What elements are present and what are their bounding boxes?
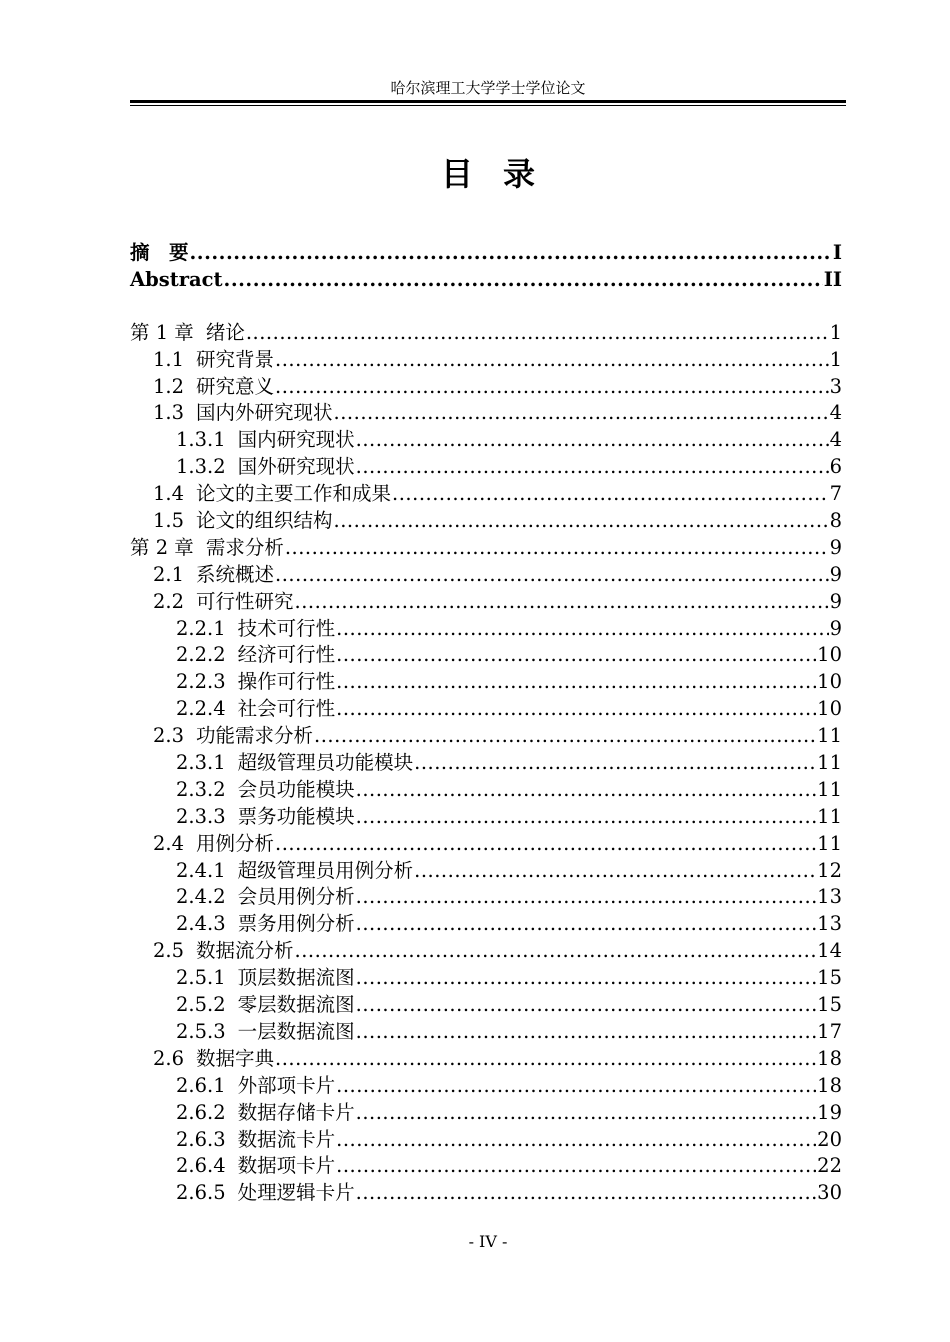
toc-entry[interactable] — [130, 858, 842, 885]
toc-entry-number: 2.6.5 — [176, 1181, 226, 1205]
toc-entry-number: 第 2 章 — [130, 535, 194, 559]
toc-entry[interactable] — [130, 669, 842, 696]
toc-dot-leader — [275, 347, 829, 374]
toc-entry-label: 研究意义 — [196, 374, 275, 398]
toc-entry-label: 顶层数据流图 — [237, 966, 355, 990]
toc-entry-page: I — [832, 241, 842, 264]
running-header: 哈尔滨理工大学学士学位论文 — [390, 79, 586, 97]
toc-entry[interactable] — [130, 884, 842, 911]
toc-entry[interactable] — [130, 696, 842, 723]
toc-entry-number: 第 1 章 — [130, 320, 194, 344]
toc-dot-leader — [334, 400, 829, 427]
toc-entry-label: 研究背景 — [196, 347, 275, 371]
toc-entry-page: 7 — [829, 482, 842, 506]
toc-dot-leader — [336, 1127, 816, 1154]
toc-entry-number: 2.6 — [153, 1046, 185, 1070]
toc-entry-page: 1 — [829, 347, 842, 371]
toc-entry-page: 18 — [817, 1046, 842, 1070]
toc-dot-leader — [314, 723, 816, 750]
toc-dot-leader — [336, 642, 816, 669]
toc-entry-number: 1.3 — [153, 401, 185, 425]
toc-entry[interactable] — [130, 481, 842, 508]
toc-entry[interactable] — [130, 1073, 842, 1100]
toc-entry-label: 超级管理员用例分析 — [237, 858, 414, 882]
toc-entry-label: 国内研究现状 — [237, 428, 355, 452]
toc-entry-label: 超级管理员功能模块 — [237, 751, 414, 775]
toc-entry-label: 处理逻辑卡片 — [237, 1181, 355, 1205]
toc-dot-leader — [356, 884, 817, 911]
toc-dot-leader — [336, 696, 816, 723]
toc-entry-page: 10 — [817, 643, 842, 667]
toc-entry-label: 会员用例分析 — [237, 885, 355, 909]
toc-entry-label: 摘 要 — [130, 241, 189, 264]
toc-entry-number: 2.3 — [153, 724, 185, 748]
toc-entry[interactable] — [130, 616, 842, 643]
toc-entry-number: 2.4.1 — [176, 858, 226, 882]
toc-entry-number: 2.2.3 — [176, 670, 226, 694]
toc-entry-label: 国内外研究现状 — [196, 401, 333, 425]
toc-entry-page: 4 — [829, 428, 842, 452]
toc-entry-label: 用例分析 — [196, 831, 275, 855]
toc-entry-page: 1 — [829, 320, 842, 344]
toc-entry-label: 系统概述 — [196, 562, 275, 586]
toc-entry-page: 13 — [817, 912, 842, 936]
toc-dot-leader — [334, 508, 829, 535]
toc-entry-page: 18 — [817, 1073, 842, 1097]
toc-entry-number: 2.3.2 — [176, 777, 226, 801]
toc-entry-label: 国外研究现状 — [237, 455, 355, 479]
toc-entry[interactable] — [130, 1100, 842, 1127]
toc-entry-page: 15 — [817, 993, 842, 1017]
toc-entry-number: 2.1 — [153, 562, 185, 586]
toc-entry-page: 14 — [817, 939, 842, 963]
header-rule-thin — [130, 105, 846, 106]
toc-entry-label: 数据流分析 — [196, 939, 294, 963]
toc-dot-leader — [414, 858, 816, 885]
toc-entry-page: 10 — [817, 697, 842, 721]
toc-entry[interactable] — [130, 992, 842, 1019]
toc-dot-leader — [224, 267, 823, 294]
toc-entry[interactable] — [130, 1019, 842, 1046]
toc-entry-number: 1.1 — [153, 347, 185, 371]
toc-entry-number: 2.5.1 — [176, 966, 226, 990]
toc-dot-leader — [275, 562, 829, 589]
toc-entry-number: 1.5 — [153, 509, 185, 533]
toc-entry-label: 论文的组织结构 — [196, 509, 333, 533]
toc-entry-label: 会员功能模块 — [237, 777, 355, 801]
toc-entry[interactable] — [130, 723, 842, 750]
toc-entry-page: 3 — [829, 374, 842, 398]
toc-entry[interactable] — [130, 804, 842, 831]
toc-dot-leader — [414, 750, 816, 777]
toc-entry[interactable] — [130, 750, 842, 777]
toc-entry-number: 2.3.3 — [176, 804, 226, 828]
header-rule-thick — [130, 100, 846, 103]
toc-entry-page: 20 — [817, 1127, 842, 1151]
toc-entry-label: 经济可行性 — [237, 643, 336, 667]
toc-entry-page: 9 — [829, 562, 842, 586]
toc-entry-page: 6 — [829, 455, 842, 479]
toc-entry[interactable] — [130, 427, 842, 454]
toc-dot-leader — [356, 427, 829, 454]
toc-dot-leader — [336, 1073, 816, 1100]
page-title: 目录 — [440, 155, 565, 193]
toc-dot-leader — [336, 1153, 816, 1180]
toc-dot-leader — [285, 535, 829, 562]
toc-dot-leader — [356, 1100, 817, 1127]
toc-entry-page: 11 — [817, 804, 842, 828]
toc-entry-page: 9 — [829, 589, 842, 613]
toc-entry-page: 15 — [817, 966, 842, 990]
toc-entry-label: 操作可行性 — [237, 670, 336, 694]
toc-entry-number: 2.2 — [153, 589, 185, 613]
toc-entry-page: 11 — [817, 724, 842, 748]
toc-entry-number: 2.4.3 — [176, 912, 226, 936]
toc-entry[interactable] — [130, 589, 842, 616]
toc-entry-label: Abstract — [130, 267, 223, 291]
toc-entry-number: 2.6.4 — [176, 1154, 226, 1178]
toc-entry[interactable] — [130, 508, 842, 535]
toc-entry-number: 2.2.4 — [176, 697, 226, 721]
toc-entry-number: 2.5 — [153, 939, 185, 963]
toc-entry-label: 外部项卡片 — [237, 1073, 336, 1097]
toc-entry-label: 数据流卡片 — [237, 1127, 336, 1151]
toc-dot-leader — [275, 831, 816, 858]
toc-entry-page: 13 — [817, 885, 842, 909]
toc-entry[interactable] — [130, 562, 842, 589]
toc-entry[interactable] — [130, 911, 842, 938]
toc-entry[interactable] — [130, 320, 842, 347]
toc-entry-label: 数据项卡片 — [237, 1154, 336, 1178]
toc-entry-number: 2.4 — [153, 831, 185, 855]
toc-entry[interactable] — [130, 938, 842, 965]
toc-entry-number: 1.4 — [153, 482, 185, 506]
toc-dot-leader — [336, 669, 816, 696]
toc-entry-number: 1.2 — [153, 374, 185, 398]
toc-entry-page: 19 — [817, 1100, 842, 1124]
toc-entry-page: II — [823, 267, 842, 291]
toc-entry[interactable] — [130, 831, 842, 858]
toc-entry[interactable] — [130, 535, 842, 562]
toc-dot-leader — [356, 965, 817, 992]
toc-entry[interactable] — [130, 777, 842, 804]
toc-entry-number: 2.6.2 — [176, 1100, 226, 1124]
toc-entry-number: 2.6.1 — [176, 1073, 226, 1097]
toc-entry-page: 11 — [817, 831, 842, 855]
toc-entry-page: 4 — [829, 401, 842, 425]
toc-entry-label: 一层数据流图 — [237, 1019, 355, 1043]
toc-entry-page: 9 — [829, 535, 842, 559]
toc-entry[interactable] — [130, 1180, 842, 1207]
toc-entry[interactable] — [130, 1127, 842, 1154]
toc-dot-leader — [295, 938, 817, 965]
toc-dot-leader — [295, 589, 829, 616]
toc-entry-number: 2.2.1 — [176, 616, 226, 640]
toc-entry-page: 17 — [817, 1019, 842, 1043]
toc-entry-label: 票务用例分析 — [237, 912, 355, 936]
toc-entry[interactable] — [130, 374, 842, 401]
toc-entry-label: 数据字典 — [196, 1046, 275, 1070]
toc-entry[interactable] — [130, 965, 842, 992]
toc-entry-label: 票务功能模块 — [237, 804, 355, 828]
toc-entry-label: 数据存储卡片 — [237, 1100, 355, 1124]
toc-entry-label: 需求分析 — [205, 535, 284, 559]
toc-entry-label: 可行性研究 — [196, 589, 294, 613]
toc-dot-leader — [275, 374, 829, 401]
toc-dot-leader — [190, 240, 832, 267]
toc-entry[interactable] — [130, 240, 842, 267]
toc-entry-page: 10 — [817, 670, 842, 694]
toc-entry-label: 社会可行性 — [237, 697, 336, 721]
toc-entry-page: 11 — [817, 777, 842, 801]
toc-dot-leader — [356, 454, 829, 481]
toc-entry-number: 2.5.3 — [176, 1019, 226, 1043]
toc-entry-number: 1.3.2 — [176, 455, 226, 479]
toc-dot-leader — [275, 1046, 816, 1073]
table-of-contents — [130, 240, 842, 1207]
toc-entry-page: 12 — [817, 858, 842, 882]
toc-entry[interactable] — [130, 347, 842, 374]
toc-entry-page: 11 — [817, 751, 842, 775]
toc-entry[interactable] — [130, 642, 842, 669]
toc-entry-label: 绪论 — [205, 320, 245, 344]
toc-entry-label: 论文的主要工作和成果 — [196, 482, 392, 506]
toc-dot-leader — [356, 1180, 817, 1207]
toc-entry-number: 2.2.2 — [176, 643, 226, 667]
toc-dot-leader — [356, 992, 817, 1019]
toc-entry[interactable] — [130, 454, 842, 481]
toc-dot-leader — [392, 481, 829, 508]
toc-entry[interactable] — [130, 1046, 842, 1073]
toc-dot-leader — [356, 804, 817, 831]
toc-entry-number: 2.3.1 — [176, 751, 226, 775]
toc-entry-label: 技术可行性 — [237, 616, 336, 640]
toc-entry[interactable] — [130, 267, 842, 294]
toc-entry-number: 2.5.2 — [176, 993, 226, 1017]
toc-dot-leader — [356, 911, 817, 938]
toc-dot-leader — [336, 616, 828, 643]
toc-entry-page: 8 — [829, 509, 842, 533]
toc-entry-label: 零层数据流图 — [237, 993, 355, 1017]
toc-entry-number: 2.4.2 — [176, 885, 226, 909]
toc-dot-leader — [246, 320, 829, 347]
toc-entry-page: 30 — [817, 1181, 842, 1205]
toc-entry-page: 22 — [817, 1154, 842, 1178]
toc-entry[interactable] — [130, 1153, 842, 1180]
toc-dot-leader — [356, 1019, 817, 1046]
toc-entry[interactable] — [130, 400, 842, 427]
toc-dot-leader — [356, 777, 817, 804]
toc-entry-number: 1.3.1 — [176, 428, 226, 452]
toc-entry-number: 2.6.3 — [176, 1127, 226, 1151]
toc-entry-label: 功能需求分析 — [196, 724, 314, 748]
page-number: - IV - — [468, 1232, 508, 1251]
toc-entry-page: 9 — [829, 616, 842, 640]
